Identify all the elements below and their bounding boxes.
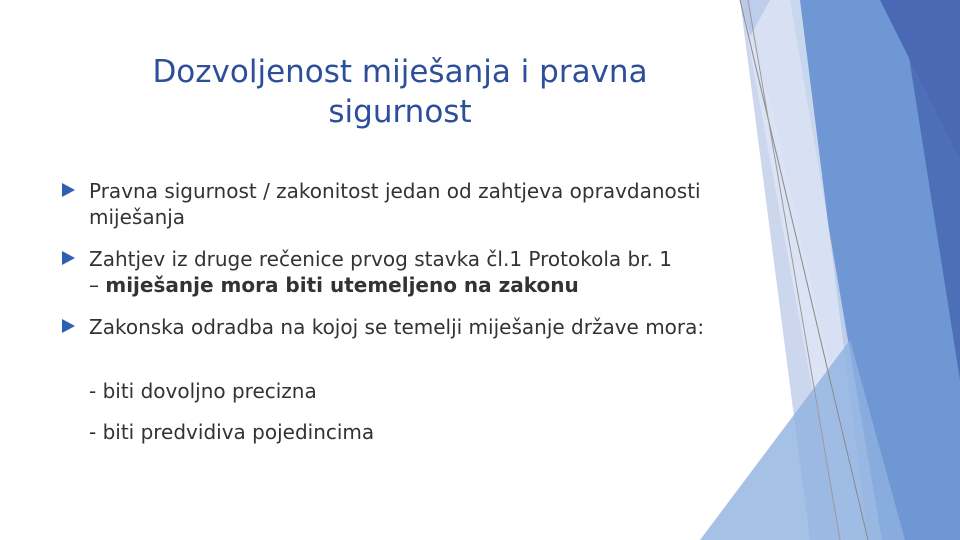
sub-item-1: - biti dovoljno precizna bbox=[89, 379, 317, 403]
triangle-right-icon bbox=[62, 183, 75, 197]
triangle-right-icon bbox=[62, 319, 75, 333]
bullet-item-1 bbox=[62, 178, 742, 230]
bullet-text: Zakonska odradba na kojoj se temelji miješanje države mora: bbox=[89, 315, 705, 339]
bullet-item-2 bbox=[62, 246, 742, 298]
bullet-text bbox=[89, 246, 742, 298]
slide-title: Dozvoljenost miješanja i pravna sigurnost bbox=[152, 54, 648, 130]
sub-item-2: - biti predvidiva pojedincima bbox=[89, 420, 375, 444]
bullet-item-3 bbox=[62, 314, 742, 340]
bullet-text: Pravna sigurnost / zakonitost jedan od zahtjeva opravdanosti miješanja bbox=[89, 179, 701, 229]
triangle-right-icon bbox=[62, 251, 75, 265]
bullet-text-dash: – bbox=[89, 273, 106, 297]
bullet-text-bold: miješanje mora biti utemeljeno na zakonu bbox=[105, 273, 579, 297]
bullet-text-plain: Zahtjev iz druge rečenice prvog stavka čl.1 Protokola br. 1 bbox=[89, 247, 673, 271]
